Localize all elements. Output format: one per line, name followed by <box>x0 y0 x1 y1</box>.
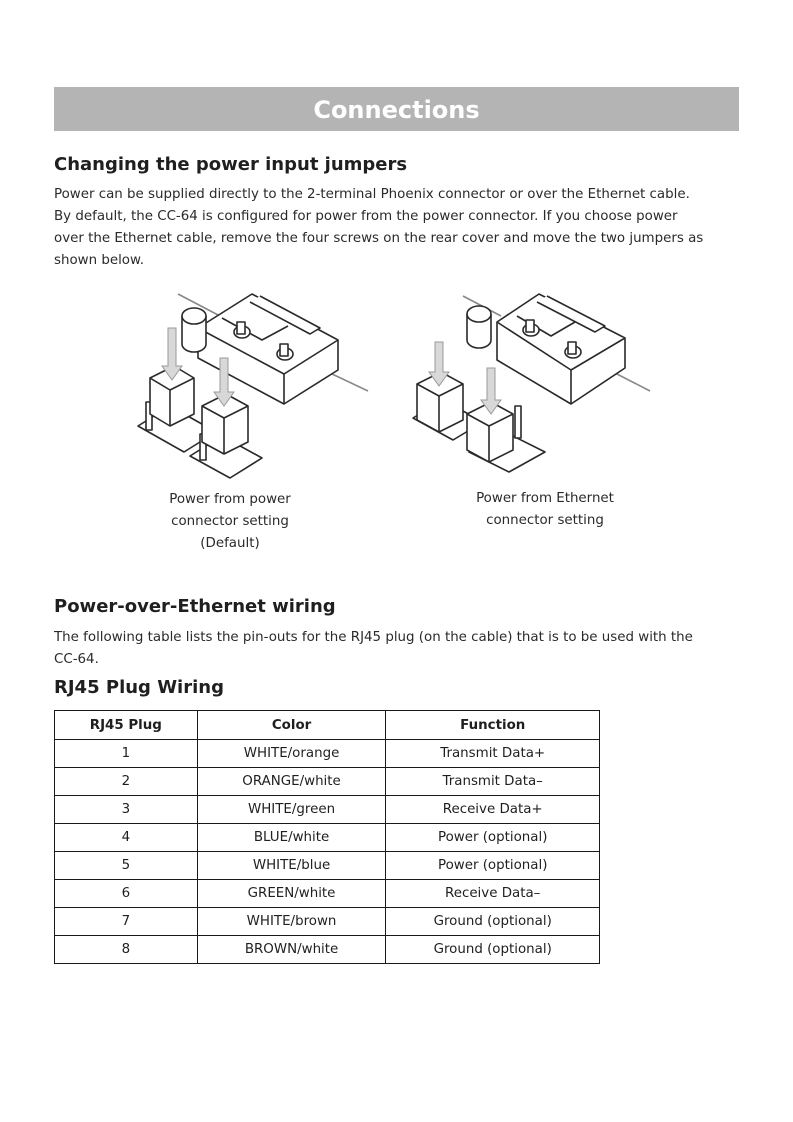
paragraph-line: CC-64. <box>54 652 99 667</box>
column-header-function: Function <box>386 711 600 740</box>
jumpers-paragraph <box>54 184 744 272</box>
color-cell: BLUE/white <box>197 824 386 852</box>
table-row <box>55 852 600 880</box>
section-heading-jumpers: Changing the power input jumpers <box>54 154 408 175</box>
table-row <box>55 936 600 964</box>
function-cell: Receive Data– <box>386 880 600 908</box>
poe-paragraph <box>54 627 744 671</box>
page-title-banner: Connections <box>54 87 739 131</box>
caption-line: connector setting <box>486 513 604 528</box>
table-row <box>55 740 600 768</box>
left-figure-caption <box>130 489 330 555</box>
pin-cell: 5 <box>55 852 198 880</box>
pin-cell: 6 <box>55 880 198 908</box>
color-cell: ORANGE/white <box>197 768 386 796</box>
function-cell: Power (optional) <box>386 824 600 852</box>
table-row <box>55 768 600 796</box>
color-cell: WHITE/orange <box>197 740 386 768</box>
rj45-wiring-table <box>54 710 600 964</box>
jumper-diagram-power-connector <box>130 288 380 483</box>
pin-cell: 3 <box>55 796 198 824</box>
table-row <box>55 824 600 852</box>
section-heading-poe: Power-over-Ethernet wiring <box>54 596 336 617</box>
paragraph-line: The following table lists the pin-outs for the RJ45 plug (on the cable) that is to be used with the <box>54 630 693 645</box>
paragraph-line: Power can be supplied directly to the 2-terminal Phoenix connector or over the Ethernet cable. <box>54 187 690 202</box>
pin-cell: 1 <box>55 740 198 768</box>
caption-line: Power from Ethernet <box>476 491 614 506</box>
column-header-color: Color <box>197 711 386 740</box>
pin-cell: 7 <box>55 908 198 936</box>
color-cell: BROWN/white <box>197 936 386 964</box>
column-header-plug: RJ45 Plug <box>55 711 198 740</box>
pin-cell: 2 <box>55 768 198 796</box>
color-cell: WHITE/brown <box>197 908 386 936</box>
table-header-row <box>55 711 600 740</box>
color-cell: WHITE/blue <box>197 852 386 880</box>
color-cell: GREEN/white <box>197 880 386 908</box>
caption-line: Power from power <box>169 492 291 507</box>
table-heading: RJ45 Plug Wiring <box>54 677 224 698</box>
caption-line: (Default) <box>200 536 260 551</box>
jumper-diagram-ethernet <box>405 288 655 483</box>
paragraph-line: over the Ethernet cable, remove the four screws on the rear cover and move the two jumpers as <box>54 231 704 246</box>
caption-line: connector setting <box>171 514 289 529</box>
paragraph-line: shown below. <box>54 253 144 268</box>
table-row <box>55 880 600 908</box>
table-row <box>55 796 600 824</box>
function-cell: Ground (optional) <box>386 936 600 964</box>
function-cell: Ground (optional) <box>386 908 600 936</box>
color-cell: WHITE/green <box>197 796 386 824</box>
pin-cell: 4 <box>55 824 198 852</box>
function-cell: Receive Data+ <box>386 796 600 824</box>
table-row <box>55 908 600 936</box>
function-cell: Transmit Data– <box>386 768 600 796</box>
pin-cell: 8 <box>55 936 198 964</box>
function-cell: Power (optional) <box>386 852 600 880</box>
paragraph-line: By default, the CC-64 is configured for power from the power connector. If you choose power <box>54 209 678 224</box>
right-figure-caption <box>440 488 650 532</box>
function-cell: Transmit Data+ <box>386 740 600 768</box>
